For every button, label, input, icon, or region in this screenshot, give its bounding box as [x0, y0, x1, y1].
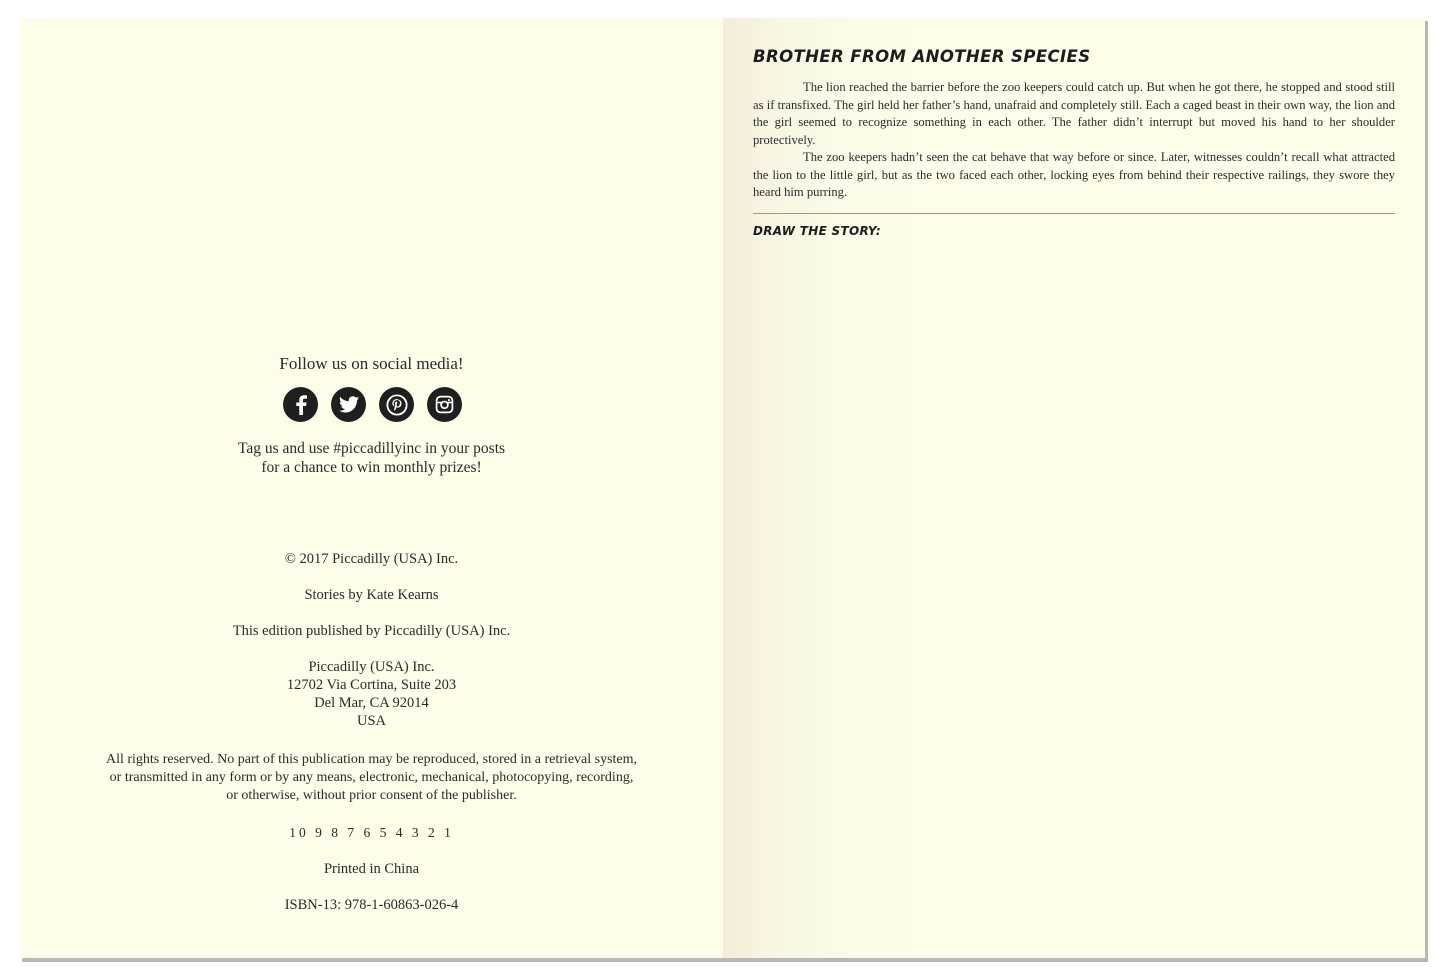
pinterest-icon[interactable] — [379, 387, 414, 422]
address-line-1: Piccadilly (USA) Inc. — [308, 659, 435, 675]
tag-line-2: for a chance to win monthly prizes! — [261, 459, 482, 476]
edition-note: This edition published by Piccadilly (USA) Inc. — [232, 623, 511, 639]
rights-line-3: or otherwise, without prior consent of the publisher. — [226, 788, 517, 803]
instagram-icon[interactable] — [427, 387, 462, 422]
rights-line-2: or transmitted in any form or by any means, electronic, mechanical, photocopying, recording, — [109, 770, 634, 785]
left-page — [20, 18, 723, 958]
draw-story-label: DRAW THE STORY: — [753, 224, 881, 238]
twitter-icon[interactable] — [331, 387, 366, 422]
print-line: 10 9 8 7 6 5 4 3 2 1 — [289, 825, 454, 840]
divider — [753, 213, 1395, 214]
copyright: © 2017 Piccadilly (USA) Inc. — [284, 551, 459, 567]
facebook-icon[interactable] — [283, 387, 318, 422]
stories-by: Stories by Kate Kearns — [304, 587, 439, 603]
story-paragraph-2: The zoo keepers hadn’t seen the cat behave that way before or since. Later, witnesses couldn’t recall what attracted the lion to the little girl, but as the two faced each other, locking eyes from behind their respective railings, they swore they heard him purring. — [753, 150, 1395, 199]
social-icons — [21, 387, 724, 422]
address-line-2: 12702 Via Cortina, Suite 203 — [286, 677, 457, 693]
address-line-3: Del Mar, CA 92014 — [314, 695, 429, 711]
follow-title: Follow us on social media! — [279, 354, 464, 373]
credits — [20, 550, 723, 730]
printed-in: Printed in China — [323, 861, 420, 877]
tag-instructions — [20, 439, 723, 477]
story-body — [753, 79, 1395, 202]
rights-notice — [20, 751, 723, 805]
rights-line-1: All rights reserved. No part of this publication may be reproduced, stored in a retrieval system, — [105, 752, 638, 767]
story-title: BROTHER FROM ANOTHER SPECIES — [753, 47, 1091, 66]
right-page — [723, 18, 1425, 958]
isbn: ISBN-13: 978-1-60863-026-4 — [284, 897, 459, 913]
tag-line-1: Tag us and use #piccadillyinc in your posts — [237, 440, 506, 457]
address-line-4: USA — [356, 713, 386, 729]
story-paragraph-1: The lion reached the barrier before the zoo keepers could catch up. But when he got there, he stopped and stood still as if transfixed. The girl held her father’s hand, unafraid and completely still. Each a caged beast in their own way, the lion and the girl seemed to recognize something in each other. The father didn’t interrupt but moved his hand to her shoulder protectively. — [753, 80, 1395, 147]
